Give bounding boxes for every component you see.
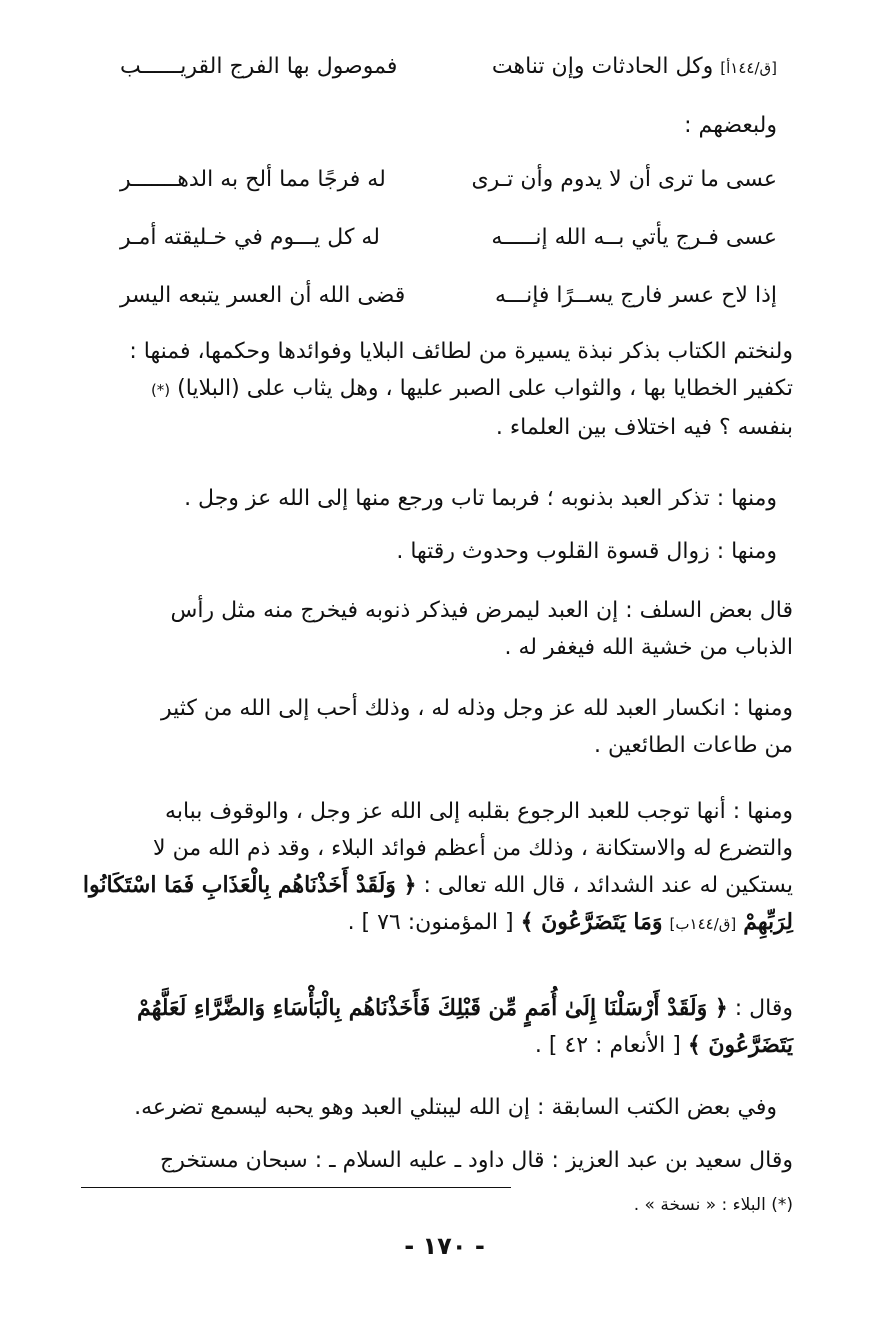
text-line: ومنها : انكسار العبد لله عز وجل وذله له ، وذلك أحب إلى الله من كثير (160, 696, 793, 721)
verse-1-left: له فرجًا مما ألح به الدهـــــــر (120, 167, 386, 192)
manuscript-marker: [ق/١٤٤ب] (669, 915, 737, 933)
text-line: والتضرع له والاستكانة ، وذلك من أعظم فوائد البلاء ، وقد ذم الله من لا (153, 836, 793, 861)
paragraph-1 (81, 333, 793, 446)
paragraph-3: ومنها : زوال قسوة القلوب وحدوث رقتها . (396, 539, 777, 564)
paragraph-5 (81, 690, 793, 764)
paragraph-6 (81, 793, 793, 943)
text-line: قال بعض السلف : إن العبد ليمرض فيذكر ذنوبه فيخرج منه مثل رأس (170, 598, 793, 623)
paragraph-2: ومنها : تذكر العبد بذنوبه ؛ فربما تاب ورجع منها إلى الله عز وجل . (184, 486, 777, 511)
quran-verse: ﴿ وَلَقَدْ أَرْسَلْنَا إِلَىٰ أُمَمٍ مِّن قَبْلِكَ فَأَخَذْنَاهُم بِالْبَأْسَاءِ وَالضَّرَّاءِ لَعَلَّهُمْ (136, 995, 728, 1021)
text-line: ومنها : أنها توجب للعبد الرجوع بقلبه إلى الله عز وجل ، والوقوف ببابه (165, 799, 793, 824)
verse-3-right: إذا لاح عسر فارج يســرًا فإنـــه (494, 283, 777, 308)
verse-1-right: عسى ما ترى أن لا يدوم وأن تـرى (471, 167, 777, 192)
text-line: ولنختم الكتاب بذكر نبذة يسيرة من لطائف البلايا وفوائدها وحكمها، فمنها : (129, 339, 793, 364)
quran-verse: وَمَا يَتَضَرَّعُونَ ﴾ (520, 909, 663, 935)
text-line: بنفسه ؟ فيه اختلاف بين العلماء . (495, 415, 793, 440)
paragraph-4 (81, 592, 793, 666)
quran-verse: لِرَبِّهِمْ (743, 909, 793, 935)
verse-2-right: عسى فـرج يأتي بــه الله إنـــــه (491, 225, 777, 250)
verse-2-left: له كل يـــوم في خـليقته أمـر (120, 225, 380, 250)
manuscript-marker: [ق/١٤٤أ] (720, 59, 777, 77)
footnote-mark: (*) (150, 381, 171, 399)
text-span: وقال : (734, 996, 793, 1021)
quran-verse: ﴿ وَلَقَدْ أَخَذْنَاهُم بِالْعَذَابِ فَمَا اسْتَكَانُوا (82, 872, 417, 898)
text-span: تكفير الخطايا بها ، والثواب على الصبر عليها ، وهل يثاب على (البلايا) (177, 376, 793, 401)
footnote-rule (81, 1187, 511, 1188)
intro-line: ولبعضهم : (684, 113, 777, 138)
text-line (81, 904, 793, 943)
verse-reference: [ المؤمنون: ٧٦ ] . (347, 910, 514, 935)
text-line: من طاعات الطائعين . (594, 733, 793, 758)
paragraph-7 (81, 990, 793, 1064)
text-line (81, 867, 793, 904)
footnote: (*) البلاء : « نسخة » . (633, 1195, 793, 1215)
text-span: يستكين له عند الشدائد ، قال الله تعالى : (423, 873, 793, 898)
page-number: - ١٧٠ - (404, 1232, 485, 1260)
paragraph-9: وقال سعيد بن عبد العزيز : قال داود ـ عليه السلام ـ : سبحان مستخرج (160, 1148, 793, 1173)
top-verse-left: فموصول بها الفرج القريــــــب (120, 54, 398, 79)
verse-3-left: قضى الله أن العسر يتبعه اليسر (120, 283, 406, 308)
verse-hemistich: وكل الحادثات وإن تناهت (491, 54, 714, 79)
quran-verse: يَتَضَرَّعُونَ ﴾ (687, 1032, 793, 1058)
text-line: الذباب من خشية الله فيغفر له . (504, 635, 793, 660)
text-line (81, 370, 793, 409)
text-line (81, 990, 793, 1027)
verse-reference: [ الأنعام : ٤٢ ] . (534, 1033, 681, 1058)
paragraph-8: وفي بعض الكتب السابقة : إن الله ليبتلي العبد وهو يحبه ليسمع تضرعه. (134, 1095, 777, 1120)
text-line (81, 1027, 793, 1064)
top-verse-right (492, 52, 777, 83)
